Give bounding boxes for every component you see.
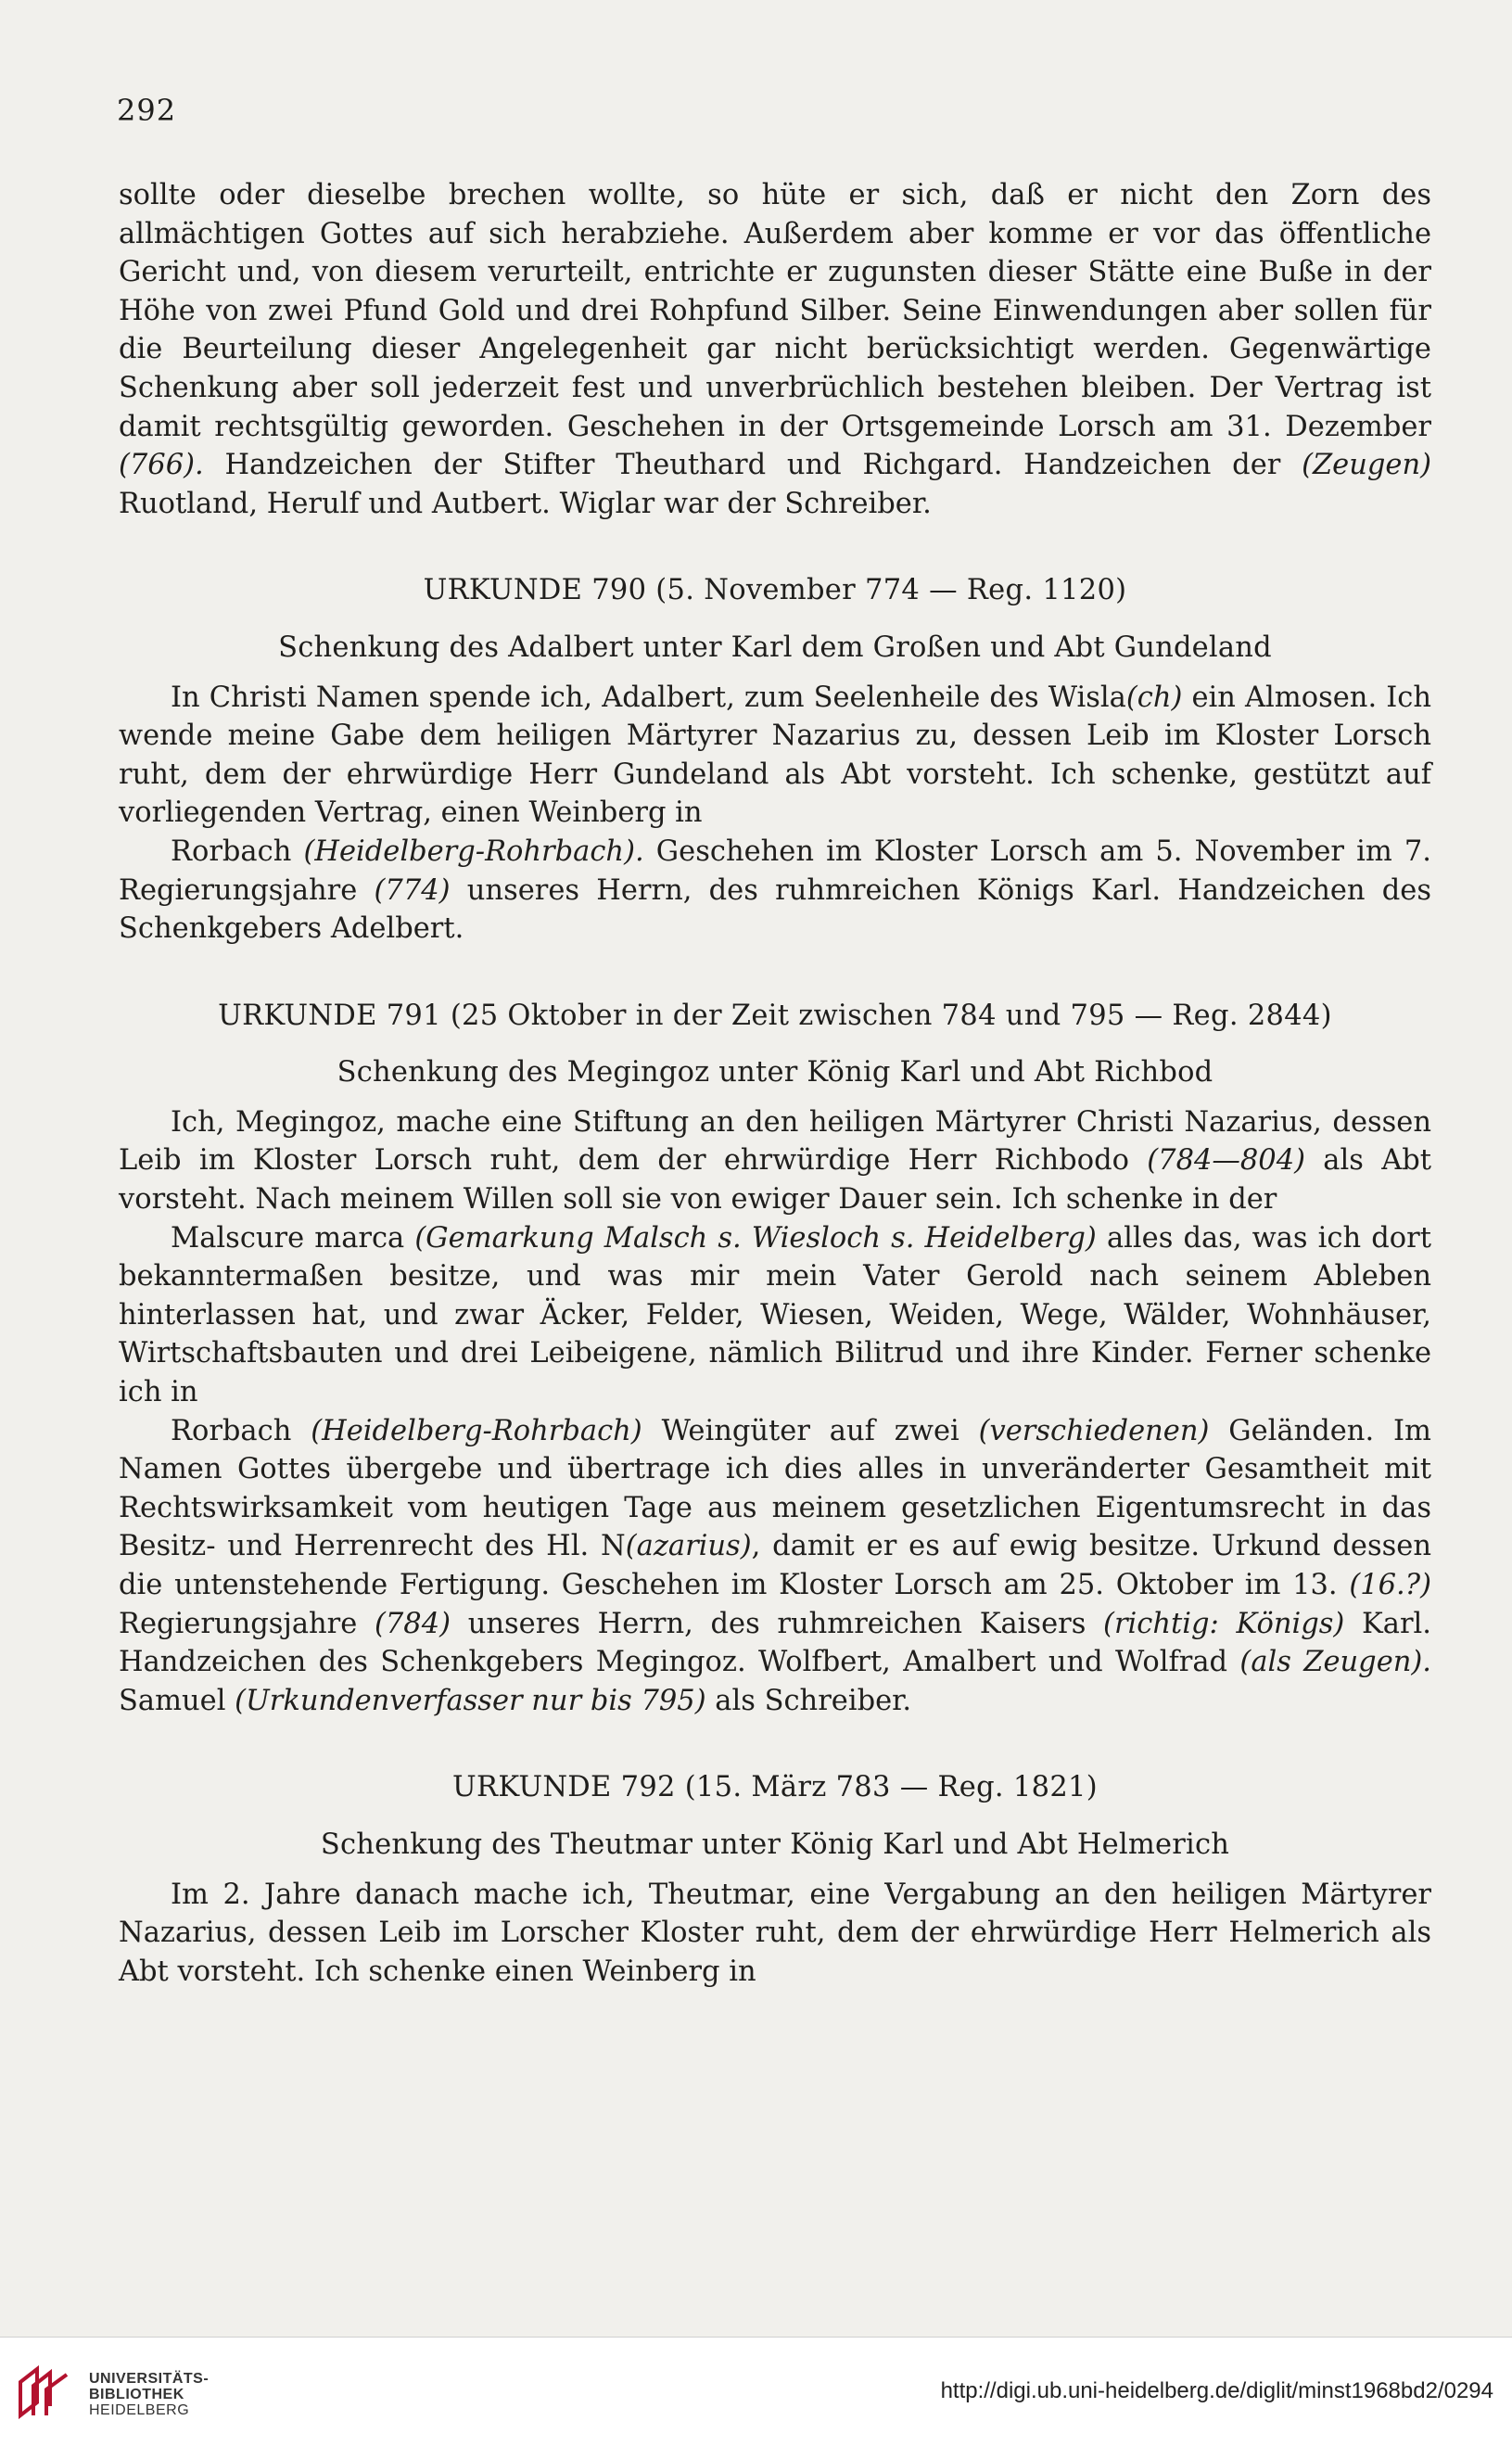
text-run: unseres Herrn, des ruhmreichen Kaisers bbox=[451, 1607, 1104, 1640]
library-name-line3: HEIDELBERG bbox=[89, 2402, 190, 2418]
document-body bbox=[119, 176, 1431, 1991]
text-run: Geländen. Im Namen Gottes übergebe und übertrage ich dies alles in unveränderter Gesamtheit mit Rechtswirksamkeit vom heutigen Tage aus meinem gesetzlichen Eigentumsrecht in das Besitz- und Herrenrecht des Hl. N bbox=[119, 1414, 1431, 1563]
urkunde-heading: URKUNDE 792 (15. März 783 — Reg. 1821) bbox=[452, 1771, 1098, 1804]
text-run: Weingüter auf zwei bbox=[642, 1414, 979, 1447]
urkunde-title: Schenkung des Megingoz unter König Karl und Abt Richbod bbox=[337, 1056, 1213, 1089]
text-run: als Schreiber. bbox=[705, 1684, 912, 1717]
text-run: In Christi Namen spende ich, Adalbert, zum Seelenheile des Wisla bbox=[171, 681, 1126, 714]
editorial-note: (Heidelberg-Rohrbach). bbox=[303, 834, 644, 868]
body-paragraph bbox=[119, 833, 1431, 949]
body-paragraph bbox=[119, 1103, 1431, 1219]
library-name bbox=[89, 2371, 209, 2418]
text-run: Handzeichen der Stifter Theuthard und Richgard. Handzeichen der bbox=[203, 449, 1302, 482]
text-run: Regierungsjahre bbox=[119, 1607, 375, 1640]
editorial-note: (richtig: Königs) bbox=[1103, 1607, 1345, 1640]
editorial-note: (Urkundenverfasser nur bis 795) bbox=[235, 1684, 706, 1717]
text-run: unseres Herrn, des ruhmreichen Königs Karl. Handzeichen des Schenkgebers Adelbert. bbox=[119, 873, 1431, 946]
text-run: Rorbach bbox=[171, 834, 304, 868]
urkunde-heading: URKUNDE 791 (25 Oktober in der Zeit zwischen 784 und 795 — Reg. 2844) bbox=[218, 999, 1332, 1032]
editorial-note: (ch) bbox=[1125, 681, 1183, 714]
urkunde-heading: URKUNDE 790 (5. November 774 — Reg. 1120) bbox=[423, 574, 1127, 607]
library-name-line1: UNIVERSITÄTS- bbox=[89, 2371, 210, 2387]
text-run: Ruotland, Herulf und Autbert. Wiglar war der Schreiber. bbox=[119, 487, 932, 520]
page-number: 292 bbox=[117, 93, 177, 128]
body-paragraph bbox=[119, 1876, 1431, 1992]
editorial-note: (16.?) bbox=[1349, 1569, 1431, 1601]
body-paragraph bbox=[119, 1412, 1431, 1721]
editorial-note: (766). bbox=[119, 449, 204, 482]
body-paragraph bbox=[119, 1219, 1431, 1412]
editorial-note: (verschiedenen) bbox=[978, 1414, 1210, 1447]
editorial-note: (784) bbox=[375, 1607, 451, 1640]
text-run: Im 2. Jahre danach mache ich, Theutmar, eine Vergabung an den heiligen Märtyrer Nazarius, dessen Leib im Lorscher Kloster ruht, dem der ehrwürdige Herr Helmerich als Abt vorsteht. Ich schenke einen Weinberg in bbox=[119, 1878, 1431, 1988]
text-run: Ich, Megingoz, mache eine Stiftung an den heiligen Märtyrer Christi Nazarius, dessen Leib im Kloster Lorsch ruht, dem der ehrwürdige Herr Richbodo bbox=[119, 1105, 1431, 1178]
ub-heidelberg-logo-icon[interactable] bbox=[17, 2365, 70, 2419]
body-paragraph bbox=[119, 176, 1431, 523]
library-name-line2: BIBLIOTHEK bbox=[89, 2387, 184, 2402]
editorial-note: (784—804) bbox=[1147, 1144, 1305, 1178]
urkunde-title: Schenkung des Adalbert unter Karl dem Großen und Abt Gundeland bbox=[278, 631, 1272, 664]
text-run: Malscure marca bbox=[171, 1221, 415, 1255]
urkunde-title: Schenkung des Theutmar unter König Karl und Abt Helmerich bbox=[320, 1828, 1230, 1861]
editorial-note: (774) bbox=[374, 873, 451, 907]
text-run: alles das, was ich dort bekanntermaßen besitze, und was mir mein Vater Gerold nach seinem Ableben hinterlassen hat, und zwar Äcker, Felder, Wiesen, Weiden, Wege, Wälder, Wohnhäuser, Wirtschaftsbauten und drei Leibeigene, nämlich Bilitrud und ihre Kinder. Ferner schenke ich in bbox=[119, 1221, 1431, 1409]
text-run: , damit er es auf ewig besitze. Urkund dessen die untenstehende Fertigung. Geschehen im Kloster Lorsch am 25. Oktober im 13. bbox=[119, 1530, 1431, 1601]
body-paragraph bbox=[119, 679, 1431, 833]
text-run: Geschehen im Kloster Lorsch am 5. November im 7. Regierungsjahre bbox=[119, 834, 1431, 907]
text-run: Samuel bbox=[119, 1684, 235, 1717]
editorial-note: (als Zeugen). bbox=[1239, 1646, 1431, 1679]
text-run: sollte oder dieselbe brechen wollte, so hüte er sich, daß er nicht den Zorn des allmächtigen Gottes auf sich herabziehe. Außerdem aber komme er vor das öffentliche Gericht und, von diesem verurteilt, entrichte er zugunsten dieser Stätte eine Buße in der Höhe von zwei Pfund Gold und drei Rohpfund Silber. Seine Einwendungen aber sollen für die Beurteilung dieser Angelegenheit gar nicht berücksichtigt werden. Gegenwärtige Schenkung aber soll jederzeit fest und unverbrüchlich bestehen bleiben. Der Vertrag ist damit rechtsgültig geworden. Geschehen in der Ortsgemeinde Lorsch am 31. Dezember bbox=[119, 179, 1431, 443]
text-run: Karl. Handzeichen des Schenkgebers Megingoz. Wolfbert, Amalbert und Wolfrad bbox=[119, 1607, 1431, 1679]
editorial-note: (azarius) bbox=[625, 1530, 752, 1563]
page-url-link[interactable]: http://digi.ub.uni-heidelberg.de/diglit/minst1968bd2/0294 bbox=[940, 2378, 1493, 2403]
editorial-note: (Zeugen) bbox=[1302, 449, 1431, 482]
text-run: als Abt vorsteht. Nach meinem Willen soll sie von ewiger Dauer sein. Ich schenke in der bbox=[119, 1144, 1432, 1217]
text-run: Rorbach bbox=[171, 1414, 311, 1447]
text-run: ein Almosen. Ich wende meine Gabe dem heiligen Märtyrer Nazarius zu, dessen Leib im Kloster Lorsch ruht, dem der ehrwürdige Herr Gundeland als Abt vorsteht. Ich schenke, gestützt auf vorliegenden Vertrag, einen Weinberg in bbox=[119, 681, 1431, 830]
editorial-note: (Gemarkung Malsch s. Wiesloch s. Heidelberg) bbox=[414, 1221, 1097, 1255]
editorial-note: (Heidelberg-Rohrbach) bbox=[311, 1414, 642, 1447]
viewer-footer bbox=[0, 2337, 1512, 2446]
